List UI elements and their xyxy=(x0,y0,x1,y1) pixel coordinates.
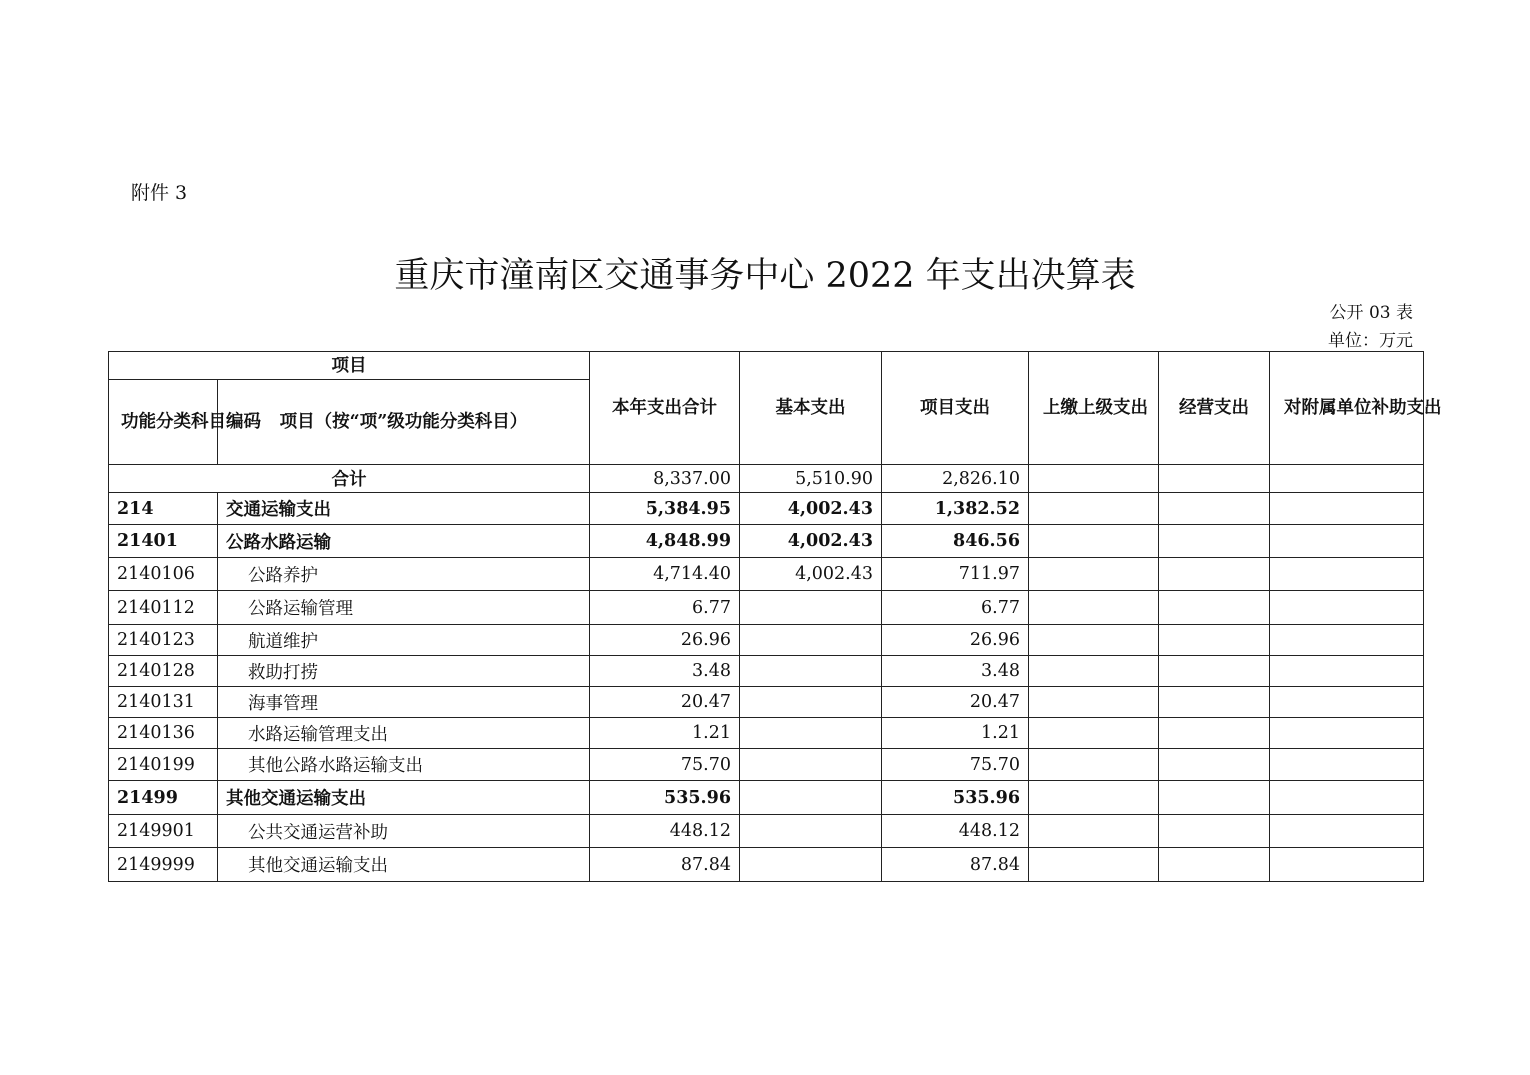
row-upper xyxy=(1029,625,1159,656)
row-upper xyxy=(1029,848,1159,882)
row-total: 4,714.40 xyxy=(590,558,740,591)
total-business xyxy=(1159,465,1270,493)
row-name: 其他公路水路运输支出 xyxy=(218,749,590,781)
table-row xyxy=(109,525,1424,558)
header-item: 项目（按“项”级功能分类科目） xyxy=(218,380,590,465)
row-subsidy xyxy=(1270,718,1424,749)
row-code: 2140123 xyxy=(109,625,218,656)
table-row xyxy=(109,656,1424,687)
row-name: 海事管理 xyxy=(218,687,590,718)
row-subsidy xyxy=(1270,687,1424,718)
row-basic xyxy=(740,848,882,882)
row-basic xyxy=(740,625,882,656)
row-total: 20.47 xyxy=(590,687,740,718)
table-row xyxy=(109,558,1424,591)
row-code: 2140106 xyxy=(109,558,218,591)
row-subsidy xyxy=(1270,749,1424,781)
row-basic xyxy=(740,781,882,815)
table-row xyxy=(109,749,1424,781)
row-project: 26.96 xyxy=(882,625,1029,656)
row-business xyxy=(1159,558,1270,591)
header-project-expenditure: 项目支出 xyxy=(882,352,1029,465)
row-basic: 4,002.43 xyxy=(740,558,882,591)
row-subsidy xyxy=(1270,493,1424,525)
table-row xyxy=(109,591,1424,625)
row-code: 2140131 xyxy=(109,687,218,718)
row-subsidy xyxy=(1270,781,1424,815)
header-total: 本年支出合计 xyxy=(590,352,740,465)
header-project: 项目 xyxy=(109,352,590,380)
row-business xyxy=(1159,749,1270,781)
row-project: 1,382.52 xyxy=(882,493,1029,525)
row-business xyxy=(1159,525,1270,558)
table-row xyxy=(109,493,1424,525)
row-total: 1.21 xyxy=(590,718,740,749)
row-name: 公共交通运营补助 xyxy=(218,815,590,848)
row-upper xyxy=(1029,749,1159,781)
row-basic xyxy=(740,718,882,749)
total-project: 2,826.10 xyxy=(882,465,1029,493)
row-upper xyxy=(1029,656,1159,687)
row-business xyxy=(1159,781,1270,815)
row-code: 2140112 xyxy=(109,591,218,625)
row-basic xyxy=(740,815,882,848)
row-code: 2149901 xyxy=(109,815,218,848)
row-business xyxy=(1159,656,1270,687)
row-name: 公路水路运输 xyxy=(218,525,590,558)
row-subsidy xyxy=(1270,558,1424,591)
table-row xyxy=(109,687,1424,718)
row-code: 2140136 xyxy=(109,718,218,749)
row-subsidy xyxy=(1270,625,1424,656)
row-upper xyxy=(1029,591,1159,625)
row-total: 75.70 xyxy=(590,749,740,781)
total-total: 8,337.00 xyxy=(590,465,740,493)
row-upper xyxy=(1029,781,1159,815)
row-project: 846.56 xyxy=(882,525,1029,558)
table-code: 公开 03 表 xyxy=(1329,303,1413,323)
row-upper xyxy=(1029,525,1159,558)
row-name: 公路运输管理 xyxy=(218,591,590,625)
row-subsidy xyxy=(1270,656,1424,687)
table-row xyxy=(109,625,1424,656)
row-basic xyxy=(740,656,882,687)
header-upper-level: 上缴上级支出 xyxy=(1029,352,1159,465)
row-business xyxy=(1159,591,1270,625)
row-basic: 4,002.43 xyxy=(740,525,882,558)
row-project: 448.12 xyxy=(882,815,1029,848)
row-project: 1.21 xyxy=(882,718,1029,749)
header-subsidy: 对附属单位补助支出 xyxy=(1270,352,1424,465)
header-business: 经营支出 xyxy=(1159,352,1270,465)
row-business xyxy=(1159,848,1270,882)
row-subsidy xyxy=(1270,815,1424,848)
total-subsidy xyxy=(1270,465,1424,493)
row-upper xyxy=(1029,687,1159,718)
table-row xyxy=(109,848,1424,882)
header-basic: 基本支出 xyxy=(740,352,882,465)
row-business xyxy=(1159,815,1270,848)
total-row xyxy=(109,465,1424,493)
annex-label: 附件 3 xyxy=(131,182,188,204)
row-basic xyxy=(740,591,882,625)
row-business xyxy=(1159,625,1270,656)
row-total: 6.77 xyxy=(590,591,740,625)
row-code: 214 xyxy=(109,493,218,525)
row-total: 26.96 xyxy=(590,625,740,656)
row-total: 5,384.95 xyxy=(590,493,740,525)
row-code: 21499 xyxy=(109,781,218,815)
row-total: 3.48 xyxy=(590,656,740,687)
page-title: 重庆市潼南区交通事务中心 2022 年支出决算表 xyxy=(394,256,1136,296)
row-total: 87.84 xyxy=(590,848,740,882)
row-basic: 4,002.43 xyxy=(740,493,882,525)
total-upper xyxy=(1029,465,1159,493)
row-upper xyxy=(1029,493,1159,525)
unit-label: 单位：万元 xyxy=(1328,331,1413,351)
total-label: 合计 xyxy=(109,465,590,493)
row-project: 711.97 xyxy=(882,558,1029,591)
row-name: 其他交通运输支出 xyxy=(218,781,590,815)
row-business xyxy=(1159,718,1270,749)
row-upper xyxy=(1029,718,1159,749)
row-name: 救助打捞 xyxy=(218,656,590,687)
row-subsidy xyxy=(1270,591,1424,625)
header-func-code: 功能分类科目编码 xyxy=(109,380,218,465)
table-row xyxy=(109,781,1424,815)
row-name: 交通运输支出 xyxy=(218,493,590,525)
row-business xyxy=(1159,493,1270,525)
row-basic xyxy=(740,687,882,718)
table-row xyxy=(109,718,1424,749)
row-subsidy xyxy=(1270,848,1424,882)
row-subsidy xyxy=(1270,525,1424,558)
row-project: 20.47 xyxy=(882,687,1029,718)
row-total: 535.96 xyxy=(590,781,740,815)
row-upper xyxy=(1029,558,1159,591)
row-name: 其他交通运输支出 xyxy=(218,848,590,882)
row-total: 448.12 xyxy=(590,815,740,848)
row-code: 2140128 xyxy=(109,656,218,687)
row-code: 21401 xyxy=(109,525,218,558)
row-project: 3.48 xyxy=(882,656,1029,687)
row-name: 航道维护 xyxy=(218,625,590,656)
row-project: 75.70 xyxy=(882,749,1029,781)
row-project: 87.84 xyxy=(882,848,1029,882)
row-code: 2140199 xyxy=(109,749,218,781)
row-code: 2149999 xyxy=(109,848,218,882)
row-project: 535.96 xyxy=(882,781,1029,815)
table-row xyxy=(109,815,1424,848)
expenditure-table xyxy=(108,351,1442,882)
row-total: 4,848.99 xyxy=(590,525,740,558)
row-name: 公路养护 xyxy=(218,558,590,591)
row-upper xyxy=(1029,815,1159,848)
row-name: 水路运输管理支出 xyxy=(218,718,590,749)
row-business xyxy=(1159,687,1270,718)
row-basic xyxy=(740,749,882,781)
total-basic: 5,510.90 xyxy=(740,465,882,493)
row-project: 6.77 xyxy=(882,591,1029,625)
